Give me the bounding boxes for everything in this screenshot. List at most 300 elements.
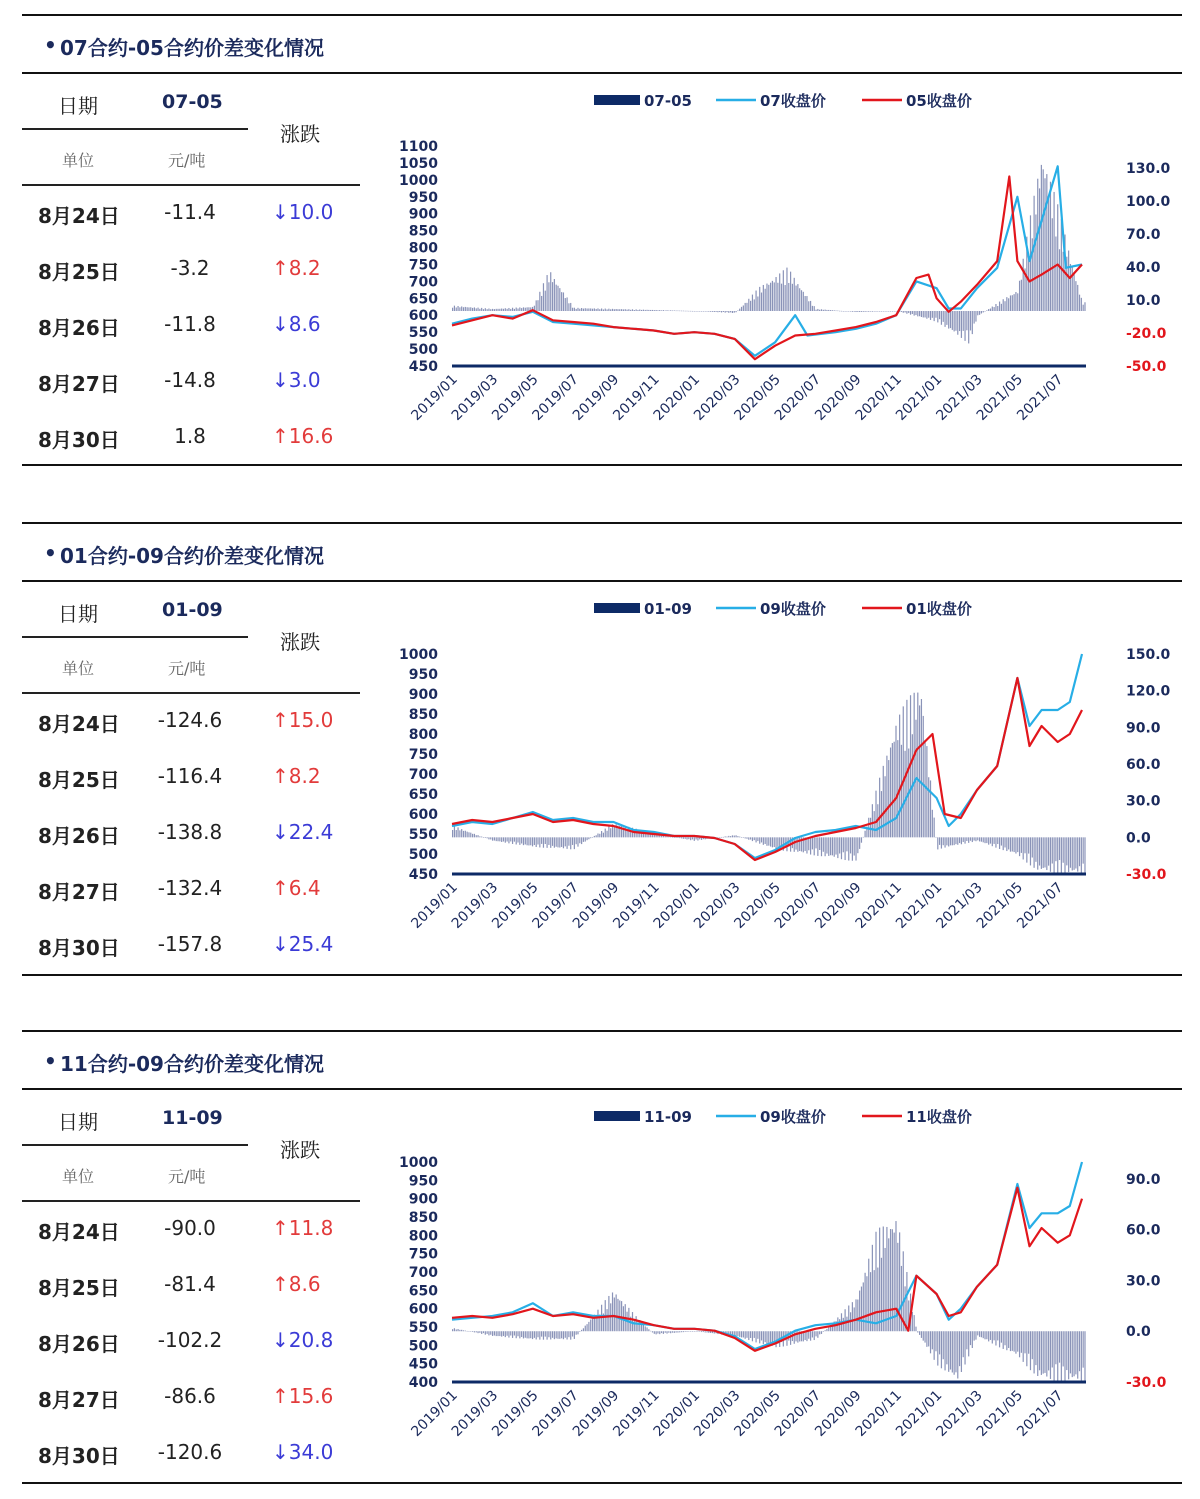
spread-bar	[983, 837, 984, 842]
spread-bar	[846, 311, 847, 312]
spread-bar	[612, 309, 613, 311]
series-line-far	[452, 678, 1082, 860]
spread-bar	[755, 837, 756, 842]
spread-bar	[496, 309, 497, 311]
spread-bar	[701, 311, 702, 312]
x-tick-label: 2019/01	[408, 371, 461, 424]
spread-bar	[865, 831, 866, 838]
spread-bar	[1006, 1331, 1007, 1350]
spread-bar	[1034, 196, 1035, 311]
spread-bar	[706, 1331, 707, 1332]
spread-bar	[870, 818, 871, 838]
spread-bar	[706, 311, 707, 312]
arrow-up-icon: ↑	[272, 424, 289, 448]
spread-bar	[465, 1331, 466, 1332]
spread-bar	[968, 311, 969, 343]
y-left-tick-label: 1000	[399, 1155, 438, 1171]
y-left-tick-label: 1100	[399, 139, 438, 155]
spread-bar	[923, 1331, 924, 1340]
y-left-tick-label: 450	[408, 867, 438, 883]
spread-bar	[944, 1331, 945, 1370]
spread-bar	[897, 740, 898, 837]
spread-bar	[984, 311, 985, 312]
spread-bar	[570, 1331, 571, 1339]
spread-bar	[903, 706, 904, 837]
arrow-down-icon: ↓	[272, 312, 289, 336]
row-change	[272, 932, 333, 956]
spread-bar	[757, 837, 758, 841]
spread-bar	[814, 837, 815, 855]
spread-bar	[970, 311, 971, 330]
spread-bar	[505, 837, 506, 842]
row-change	[272, 820, 333, 844]
chart-legend	[594, 600, 972, 618]
spread-bar	[935, 837, 936, 838]
spread-bar	[654, 310, 655, 311]
spread-bar	[539, 1331, 540, 1339]
spread-bar	[692, 1331, 693, 1332]
spread-bar	[505, 1331, 506, 1337]
spread-bar	[577, 837, 578, 846]
series-line-near	[452, 1162, 1082, 1349]
spread-bar	[565, 1331, 566, 1338]
spread-table	[22, 72, 362, 472]
spread-bar	[799, 288, 800, 311]
row-spread-value: -14.8	[164, 368, 216, 392]
spread-bar	[984, 837, 985, 843]
spread-bar	[737, 1331, 738, 1336]
spread-bar	[708, 311, 709, 312]
spread-bar	[516, 1331, 517, 1338]
spread-bar	[974, 837, 975, 840]
spread-bar	[487, 309, 488, 311]
spread-bar	[881, 311, 882, 312]
y-right-tick-label: 30.0	[1126, 793, 1161, 810]
spread-bar	[1068, 1331, 1069, 1379]
spread-bar	[930, 311, 931, 320]
spread-bar	[986, 310, 987, 311]
y-left-tick-label: 600	[408, 807, 438, 823]
table-row	[22, 368, 362, 424]
spread-bar	[924, 1331, 925, 1342]
spread-bar	[1052, 1331, 1053, 1367]
spread-bar	[855, 311, 856, 312]
spread-bar	[966, 837, 967, 841]
spread-bar	[1077, 285, 1078, 311]
spread-bar	[666, 310, 667, 311]
spread-bar	[921, 1331, 922, 1338]
spread-bar	[697, 1331, 698, 1332]
spread-bar	[570, 303, 571, 311]
spread-bar	[1059, 249, 1060, 311]
spread-bar	[683, 837, 684, 838]
spread-bar	[521, 1331, 522, 1337]
spread-bar	[576, 309, 577, 311]
spread-bar	[959, 837, 960, 843]
spread-bar	[583, 1328, 584, 1331]
spread-bar	[999, 302, 1000, 311]
spread-bar	[485, 837, 486, 838]
spread-bar	[843, 1318, 844, 1331]
spread-bar	[888, 760, 889, 837]
table-row	[22, 764, 362, 820]
spread-bar	[761, 293, 762, 311]
spread-bar	[1063, 1331, 1064, 1366]
spread-bar	[1023, 259, 1024, 311]
spread-bar	[1066, 1331, 1067, 1370]
spread-bar	[541, 296, 542, 311]
x-tick-label: 2020/09	[812, 371, 865, 424]
spread-bar	[566, 297, 567, 311]
spread-bar	[1044, 1331, 1045, 1373]
row-change-value: 22.4	[288, 820, 334, 844]
y-left-tick-label: 850	[408, 1210, 438, 1226]
spread-bar	[803, 292, 804, 311]
spread-bar	[597, 834, 598, 838]
y-left-tick-label: 550	[408, 325, 438, 342]
spread-bar	[859, 1291, 860, 1332]
spread-bar	[952, 311, 953, 330]
y-left-tick-label: 400	[408, 1375, 438, 1391]
spread-bar	[746, 837, 747, 838]
row-change-value: 6.4	[288, 876, 321, 900]
spread-bar	[812, 1331, 813, 1337]
spread-bar	[850, 837, 851, 853]
spread-bar	[476, 835, 477, 837]
spread-bar	[854, 837, 855, 855]
spread-bar	[943, 311, 944, 322]
spread-bar	[995, 1331, 996, 1345]
spread-bar	[1048, 199, 1049, 311]
spread-bar	[663, 310, 664, 311]
spread-bar	[632, 309, 633, 311]
spread-bar	[845, 311, 846, 312]
y-left-tick-label: 900	[408, 1191, 438, 1208]
spread-bar	[456, 830, 457, 837]
y-right-tick-label: 90.0	[1126, 1171, 1161, 1188]
spread-bar	[954, 1331, 955, 1374]
spread-bar	[934, 1331, 935, 1360]
spread-bar	[490, 837, 491, 839]
spread-bar	[605, 829, 606, 838]
spread-bar	[1017, 1331, 1018, 1351]
spread-bar	[546, 1331, 547, 1339]
spread-bar	[472, 308, 473, 311]
y-right-tick-label: 60.0	[1126, 1222, 1161, 1239]
legend-swatch	[594, 603, 640, 613]
spread-bar	[565, 837, 566, 846]
spread-bar	[543, 283, 544, 311]
legend-label: 09收盘价	[760, 600, 826, 618]
chart-07-05	[374, 84, 1182, 464]
spread-bar	[877, 311, 878, 312]
spread-bar	[732, 835, 733, 837]
spread-bar	[561, 1331, 562, 1338]
table-row	[22, 876, 362, 932]
x-tick-label: 2020/03	[691, 1387, 744, 1440]
spread-bar	[566, 837, 567, 849]
spread-bar	[955, 311, 956, 331]
spread-bar	[1070, 1331, 1071, 1373]
spread-bar	[845, 1309, 846, 1331]
spread-bar	[774, 282, 775, 311]
row-change-value: 8.2	[288, 256, 321, 280]
row-change	[272, 876, 321, 900]
spread-bar	[552, 282, 553, 311]
spread-bar	[517, 309, 518, 311]
spread-bar	[959, 311, 960, 331]
spread-bar	[485, 1331, 486, 1334]
chart-11-09	[374, 1100, 1182, 1485]
spread-bar	[750, 301, 751, 311]
spread-bar	[912, 1312, 913, 1331]
spread-bar	[972, 837, 973, 842]
spread-bar	[1084, 837, 1085, 873]
spread-bar	[799, 837, 800, 851]
spread-bar	[1024, 1331, 1025, 1353]
spread-bar	[826, 1329, 827, 1331]
spread-bar	[659, 1331, 660, 1334]
spread-bar	[603, 309, 604, 311]
spread-bar	[734, 311, 735, 313]
spread-bar	[1050, 182, 1051, 311]
spread-bar	[1039, 837, 1040, 865]
spread-bar	[617, 309, 618, 311]
x-tick-label: 2020/01	[650, 1387, 704, 1440]
spread-bar	[806, 1331, 807, 1341]
spread-bar	[1030, 837, 1031, 865]
spread-bar	[1077, 837, 1078, 871]
spread-bar	[606, 309, 607, 311]
spread-bar	[528, 1331, 529, 1338]
spread-bar	[763, 285, 764, 311]
spread-bar	[650, 1331, 651, 1332]
spread-bar	[750, 837, 751, 839]
spread-bar	[648, 310, 649, 311]
spread-bar	[454, 826, 455, 837]
spread-bar	[857, 837, 858, 853]
x-tick-label: 2021/03	[933, 879, 986, 932]
spread-bar	[741, 307, 742, 311]
spread-bar	[592, 837, 593, 838]
spread-bar	[621, 309, 622, 311]
spread-bar	[499, 837, 500, 841]
spread-bar	[930, 780, 931, 837]
spread-bar	[1017, 293, 1018, 311]
y-right-tick-label: -20.0	[1126, 326, 1167, 342]
spread-bar	[974, 311, 975, 324]
spread-bar	[1046, 174, 1047, 311]
spread-bar	[479, 836, 480, 837]
spread-bar	[1019, 837, 1020, 856]
spread-bar	[548, 837, 549, 845]
spread-bar	[957, 311, 958, 335]
spread-bar	[528, 837, 529, 845]
spread-bar	[795, 286, 796, 311]
y-left-tick-label: 700	[408, 1265, 438, 1281]
spread-bar	[507, 837, 508, 841]
spread-bar	[1075, 1331, 1076, 1374]
x-tick-label: 2020/09	[812, 1387, 865, 1440]
spread-bar	[521, 308, 522, 311]
spread-bar	[1072, 266, 1073, 311]
y-left-tick-label: 450	[408, 1356, 438, 1373]
spread-bar	[994, 1331, 995, 1340]
date-header: 日期	[58, 602, 98, 626]
spread-bar	[834, 310, 835, 311]
spread-bar	[559, 837, 560, 847]
spread-bar	[997, 837, 998, 844]
spread-bar	[601, 308, 602, 311]
spread-bar	[703, 1331, 704, 1332]
x-tick-label: 2020/01	[650, 371, 704, 424]
spread-bar	[616, 309, 617, 311]
x-tick-label: 2020/05	[731, 1387, 784, 1440]
spread-bar	[1073, 1331, 1074, 1376]
spread-bar	[670, 1331, 671, 1333]
spread-bar	[601, 831, 602, 837]
row-change-value: 34.0	[288, 1440, 334, 1464]
spread-bar	[745, 1331, 746, 1339]
table-row	[22, 312, 362, 368]
spread-bar	[465, 831, 466, 838]
spread-bar	[459, 830, 460, 837]
spread-bar	[1021, 1331, 1022, 1353]
spread-bar	[568, 837, 569, 845]
spread-bar	[964, 837, 965, 843]
spread-bar	[572, 837, 573, 845]
spread-bar	[745, 303, 746, 311]
spread-bar	[612, 1292, 613, 1331]
spread-bar	[496, 837, 497, 841]
spread-bar	[828, 310, 829, 311]
spread-bar	[855, 837, 856, 860]
y-right-tick-label: 130.0	[1126, 161, 1171, 177]
y-right-tick-label: 0.0	[1126, 830, 1151, 847]
spread-bar	[852, 311, 853, 312]
y-left-tick-label: 800	[408, 240, 438, 257]
spread-bar	[750, 1331, 751, 1338]
spread-bar	[463, 1330, 464, 1331]
row-date: 8月25日	[38, 260, 120, 284]
spread-bar	[768, 285, 769, 311]
spread-bar	[981, 311, 982, 313]
spread-bar	[472, 1331, 473, 1332]
spread-bar	[939, 311, 940, 319]
spread-bar	[892, 743, 893, 837]
y-left-tick-label: 800	[408, 1228, 438, 1245]
spread-bar	[723, 837, 724, 838]
spread-bar	[456, 307, 457, 311]
spread-bar	[1057, 204, 1058, 311]
spread-bar	[485, 308, 486, 311]
row-change	[272, 764, 321, 788]
spread-bar	[884, 776, 885, 837]
spread-bar	[743, 305, 744, 311]
spread-bar	[581, 1330, 582, 1331]
spread-bar	[946, 311, 947, 325]
spread-bar	[890, 748, 891, 838]
table-row	[22, 1328, 362, 1384]
arrow-up-icon: ↑	[272, 876, 289, 900]
arrow-down-icon: ↓	[272, 932, 289, 956]
y-right-tick-label: 10.0	[1126, 293, 1161, 309]
row-spread-value: -90.0	[164, 1216, 216, 1240]
spread-bar	[921, 311, 922, 317]
spread-bar	[663, 1331, 664, 1334]
row-change	[272, 1384, 333, 1408]
spread-bar	[1001, 1331, 1002, 1342]
spread-bar	[754, 837, 755, 840]
spread-bar	[761, 1331, 762, 1340]
unit-value: 元/吨	[168, 659, 206, 678]
spread-bar	[968, 837, 969, 843]
section-top-rule	[22, 14, 1182, 16]
spread-bar	[497, 309, 498, 311]
spread-bar	[459, 307, 460, 311]
spread-bar	[912, 311, 913, 314]
x-tick-label: 2019/01	[408, 1387, 461, 1440]
spread-bar	[1046, 1331, 1047, 1376]
spread-bar	[661, 310, 662, 311]
spread-bar	[994, 837, 995, 844]
spread-bar	[537, 300, 538, 311]
spread-bar	[950, 837, 951, 845]
spread-bar	[497, 1331, 498, 1336]
spread-bar	[754, 1331, 755, 1338]
spread-bar	[608, 309, 609, 311]
spread-bar	[467, 307, 468, 311]
spread-bar	[1043, 1331, 1044, 1373]
section-title: 01合约-09合约价差变化情况	[60, 544, 324, 568]
spread-bar	[859, 837, 860, 849]
spread-bar	[926, 311, 927, 319]
spread-bar	[479, 1331, 480, 1333]
spread-bar	[476, 308, 477, 311]
arrow-up-icon: ↑	[272, 1272, 289, 1296]
spread-bar	[1012, 837, 1013, 851]
row-date: 8月26日	[38, 1332, 120, 1356]
spread-bar	[1055, 1331, 1056, 1364]
x-tick-label: 2019/11	[610, 371, 663, 424]
spread-bar	[543, 837, 544, 847]
spread-bar	[579, 837, 580, 843]
row-change-value: 15.0	[288, 708, 334, 732]
spread-bar	[556, 1331, 557, 1338]
spread-bar	[507, 309, 508, 311]
spread-bar	[512, 837, 513, 844]
spread-bar	[790, 272, 791, 311]
row-spread-value: -11.8	[164, 312, 216, 336]
y-left-tick-label: 650	[408, 291, 438, 308]
spread-bar	[746, 1331, 747, 1338]
row-date: 8月25日	[38, 1276, 120, 1300]
spread-bar	[1003, 299, 1004, 311]
spread-bar	[1041, 165, 1042, 311]
spread-bar	[739, 309, 740, 311]
spread-bar	[688, 837, 689, 839]
spread-bar	[1008, 1331, 1009, 1348]
spread-bar	[534, 837, 535, 845]
x-tick-label: 2019/05	[489, 879, 542, 932]
spread-bar	[537, 837, 538, 844]
spread-bar	[501, 309, 502, 311]
spread-bar	[992, 307, 993, 311]
x-tick-label: 2020/09	[812, 879, 865, 932]
spread-bar	[621, 1301, 622, 1331]
y-left-tick-label: 700	[408, 767, 438, 783]
spread-bar	[946, 837, 947, 845]
